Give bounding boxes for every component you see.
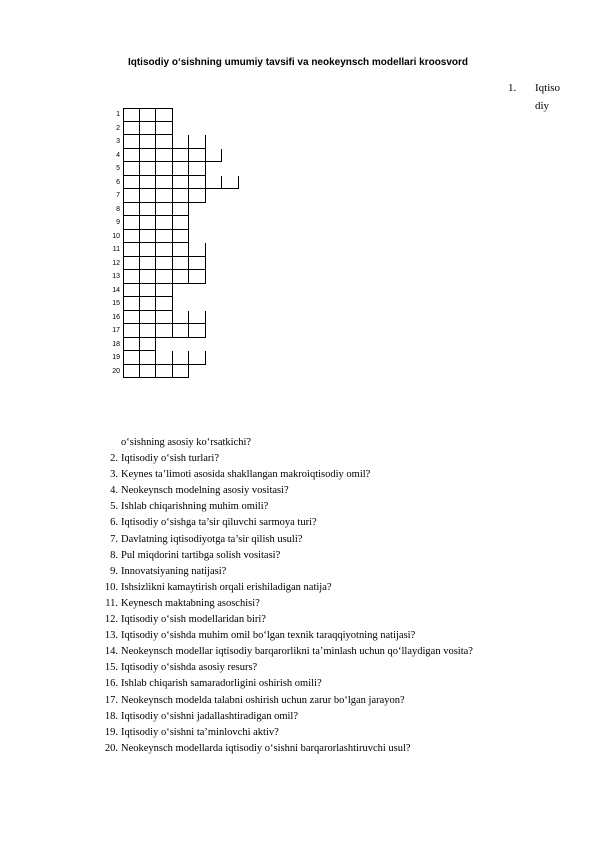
crossword-cell[interactable] (156, 149, 173, 163)
crossword-cell[interactable] (156, 351, 173, 365)
clue-number: 12. (104, 614, 118, 626)
clue-number: 19. (104, 726, 118, 738)
clue-item (102, 612, 562, 628)
crossword-cell[interactable] (173, 311, 190, 325)
crossword-cell[interactable] (140, 176, 157, 190)
clue-text: Neokeynsch modelning asosiy vositasi? (121, 485, 289, 497)
crossword-row-12 (106, 257, 206, 271)
crossword-cell[interactable] (156, 230, 173, 244)
crossword-row-9 (106, 216, 189, 230)
crossword-cell[interactable] (189, 176, 206, 190)
crossword-cell[interactable] (156, 162, 173, 176)
crossword-cell[interactable] (123, 257, 140, 271)
crossword-cell[interactable] (123, 216, 140, 230)
clue-text: Iqtisodiy o‘sish turlari? (121, 453, 219, 465)
crossword-cell[interactable] (140, 230, 157, 244)
crossword-cell[interactable] (189, 243, 206, 257)
crossword-cell[interactable] (140, 189, 157, 203)
crossword-cell[interactable] (140, 203, 157, 217)
crossword-cell[interactable] (123, 135, 140, 149)
crossword-cell[interactable] (123, 297, 140, 311)
clue-number: 18. (104, 710, 118, 722)
clue-number: 8. (110, 549, 118, 561)
clue-text: Iqtisodiy o‘sish modellaridan biri? (121, 614, 266, 626)
crossword-row-1 (106, 108, 173, 122)
crossword-row-8 (106, 203, 189, 217)
crossword-cell[interactable] (140, 149, 157, 163)
clue-number: 14. (104, 646, 118, 658)
clue-number: 10. (104, 581, 118, 593)
crossword-cell[interactable] (156, 108, 173, 122)
clue-item (102, 580, 562, 596)
crossword-row-number: 8 (116, 205, 120, 213)
crossword-row-number: 16 (112, 313, 120, 321)
clue-number: 2. (110, 453, 118, 465)
crossword-cell[interactable] (173, 351, 190, 365)
clue-text: Ishlab chiqarishning muhim omili? (121, 501, 269, 513)
crossword-cell[interactable] (173, 243, 190, 257)
crossword-cell[interactable] (173, 270, 190, 284)
crossword-cell[interactable] (156, 257, 173, 271)
crossword-cell[interactable] (206, 176, 223, 190)
crossword-cell[interactable] (156, 135, 173, 149)
clue-number: 9. (110, 565, 118, 577)
crossword-row-10 (106, 230, 189, 244)
crossword-cell[interactable] (173, 203, 190, 217)
crossword-cell[interactable] (140, 311, 157, 325)
clue-item (102, 532, 562, 548)
clue-item (102, 693, 562, 709)
crossword-row-number: 19 (112, 354, 120, 361)
crossword-cell[interactable] (173, 162, 190, 176)
clue-item (102, 451, 562, 467)
crossword-cell[interactable] (189, 149, 206, 163)
clue-text: Iqtisodiy o‘sishni jadallashtiradigan omil? (121, 710, 299, 722)
clue-item (102, 515, 562, 531)
crossword-cell[interactable] (156, 297, 173, 311)
clue-text: Keynes ta’limoti asosida shakllangan makroiqtisodiy omil? (121, 469, 371, 481)
crossword-row-number: 1 (116, 111, 120, 118)
clue-number: 11. (105, 597, 118, 609)
crossword-row-number: 9 (116, 219, 120, 226)
crossword-row-number: 17 (112, 327, 120, 334)
clue-item (102, 548, 562, 564)
crossword-row-4 (106, 149, 222, 163)
clue-text: Iqtisodiy o‘sishda asosiy resurs? (121, 662, 258, 674)
clue-number: 4. (110, 485, 118, 497)
crossword-cell[interactable] (140, 324, 157, 338)
crossword-cell[interactable] (123, 108, 140, 122)
crossword-cell[interactable] (173, 365, 190, 379)
clue-text: Davlatning iqtisodiyotga ta’sir qilish usuli? (121, 533, 303, 545)
clue-text: Iqtisodiy o‘sishga ta’sir qiluvchi sarmoya turi? (121, 517, 317, 529)
crossword-cell[interactable] (173, 324, 190, 338)
clue-text: Ishlab chiqarish samaradorligini oshirish omili? (121, 678, 322, 690)
crossword-row-13 (106, 270, 206, 284)
clue-text: Keynesch maktabning asoschisi? (121, 597, 260, 609)
clue-item (102, 725, 562, 741)
clue-number: 5. (110, 501, 118, 513)
clue-number: 13. (104, 630, 118, 642)
crossword-cell[interactable] (156, 324, 173, 338)
crossword-row-3 (106, 135, 206, 149)
crossword-cell[interactable] (123, 162, 140, 176)
clue-text: Ishsizlikni kamaytirish orqali erishiladigan natija? (121, 581, 332, 593)
crossword-cell[interactable] (123, 122, 140, 136)
crossword-cell[interactable] (123, 149, 140, 163)
crossword-grid (106, 108, 246, 380)
clue-text: Iqtisodiy o‘sishni ta’minlovchi aktiv? (121, 726, 279, 738)
clue-text: Neokeynsch modelda talabni oshirish uchun zarur bo‘lgan jarayon? (121, 694, 405, 706)
clue-1-text-cont: o‘sishning asosiy ko‘rsatkichi? (121, 437, 252, 448)
clue-text: Neokeynsch modellar iqtisodiy barqarorlikni ta’minlash uchun qo‘llaydigan vosita? (121, 646, 473, 658)
crossword-cell[interactable] (156, 284, 173, 298)
crossword-row-14 (106, 284, 173, 298)
crossword-cell[interactable] (173, 257, 190, 271)
crossword-cell[interactable] (140, 351, 157, 365)
crossword-row-5 (106, 162, 206, 176)
crossword-cell[interactable] (189, 270, 206, 284)
crossword-row-number: 3 (116, 138, 120, 145)
crossword-row-17 (106, 324, 206, 338)
crossword-cell[interactable] (156, 311, 173, 325)
crossword-cell[interactable] (156, 122, 173, 136)
crossword-cell[interactable] (140, 257, 157, 271)
crossword-cell[interactable] (173, 135, 190, 149)
crossword-cell[interactable] (140, 297, 157, 311)
crossword-row-20 (106, 365, 189, 379)
crossword-row-16 (106, 311, 206, 325)
crossword-cell[interactable] (156, 176, 173, 190)
crossword-cell[interactable] (140, 108, 157, 122)
crossword-cell[interactable] (123, 311, 140, 325)
document-title: Iqtisodiy o‘sishning umumiy tavsifi va neokeynsch modellari kroosvord (127, 57, 469, 68)
crossword-cell[interactable] (156, 203, 173, 217)
crossword-row-number: 13 (112, 273, 120, 280)
crossword-cell[interactable] (123, 338, 140, 352)
crossword-row-number: 20 (112, 367, 120, 375)
crossword-cell[interactable] (140, 338, 157, 352)
crossword-cell[interactable] (189, 311, 206, 325)
clue-item (102, 596, 562, 612)
crossword-cell[interactable] (173, 176, 190, 190)
clue-1-text-start: Iqtisodiy (535, 82, 561, 112)
crossword-cell[interactable] (123, 324, 140, 338)
crossword-cell[interactable] (189, 324, 206, 338)
crossword-cell[interactable] (140, 243, 157, 257)
crossword-cell[interactable] (189, 189, 206, 203)
crossword-cell[interactable] (123, 189, 140, 203)
crossword-cell[interactable] (189, 351, 206, 365)
crossword-cell[interactable] (156, 243, 173, 257)
crossword-cell[interactable] (140, 270, 157, 284)
clue-number: 15. (104, 662, 118, 674)
crossword-row-number: 15 (112, 300, 120, 307)
clue-text: Neokeynsch modellarda iqtisodiy o‘sishni barqarorlashtiruvchi usul? (121, 742, 411, 754)
crossword-row-number: 4 (116, 151, 120, 159)
clue-1-continuation (102, 435, 562, 451)
crossword-cell[interactable] (156, 216, 173, 230)
crossword-cell[interactable] (156, 365, 173, 379)
crossword-cell[interactable] (206, 149, 223, 163)
clue-item (102, 564, 562, 580)
clue-number: 6. (110, 517, 118, 529)
clue-1-number: 1. (508, 82, 517, 94)
crossword-cell[interactable] (173, 149, 190, 163)
crossword-row-15 (106, 297, 173, 311)
crossword-cell[interactable] (123, 351, 140, 365)
clue-item (102, 467, 562, 483)
clue-item (102, 741, 562, 757)
crossword-cell[interactable] (123, 284, 140, 298)
clue-number: 20. (104, 742, 118, 754)
crossword-cell[interactable] (156, 270, 173, 284)
clue-item (102, 644, 562, 660)
crossword-cell[interactable] (123, 230, 140, 244)
clue-item (102, 483, 562, 499)
crossword-row-number: 10 (112, 232, 120, 240)
crossword-row-number: 11 (112, 246, 120, 253)
crossword-row-number: 6 (116, 178, 120, 186)
clue-number: 3. (110, 469, 118, 481)
clue-text: Iqtisodiy o‘sishda muhim omil bo‘lgan texnik taraqqiyotning natijasi? (121, 630, 416, 642)
crossword-cell[interactable] (123, 243, 140, 257)
crossword-row-number: 14 (112, 286, 120, 294)
crossword-row-18 (106, 338, 156, 352)
clue-item (102, 676, 562, 692)
crossword-cell[interactable] (189, 135, 206, 149)
crossword-cell[interactable] (173, 189, 190, 203)
crossword-row-2 (106, 122, 173, 136)
clue-number: 17. (104, 694, 118, 706)
crossword-cell[interactable] (140, 162, 157, 176)
crossword-row-19 (106, 351, 206, 365)
crossword-cell[interactable] (123, 203, 140, 217)
crossword-cell[interactable] (189, 162, 206, 176)
crossword-cell[interactable] (140, 365, 157, 379)
crossword-row-number: 5 (116, 165, 120, 172)
crossword-cell[interactable] (156, 189, 173, 203)
crossword-row-number: 18 (112, 340, 120, 348)
crossword-cell[interactable] (123, 365, 140, 379)
clue-item (102, 660, 562, 676)
clue-item (102, 709, 562, 725)
crossword-cell[interactable] (123, 270, 140, 284)
crossword-cell[interactable] (173, 216, 190, 230)
clue-number: 16. (104, 678, 118, 690)
crossword-row-6 (106, 176, 239, 190)
crossword-row-number: 2 (116, 124, 120, 132)
crossword-cell[interactable] (140, 122, 157, 136)
clue-text: Pul miqdorini tartibga solish vositasi? (121, 549, 281, 561)
crossword-cell[interactable] (140, 135, 157, 149)
clue-text: Innovatsiyaning natijasi? (121, 565, 227, 577)
clue-number: 7. (110, 533, 118, 545)
crossword-cell[interactable] (123, 176, 140, 190)
crossword-cell[interactable] (173, 230, 190, 244)
crossword-row-number: 12 (112, 259, 120, 267)
clue-item (102, 499, 562, 515)
crossword-row-7 (106, 189, 206, 203)
crossword-cell[interactable] (140, 216, 157, 230)
crossword-cell[interactable] (140, 284, 157, 298)
crossword-row-number: 7 (116, 192, 120, 199)
clue-list (102, 435, 562, 757)
crossword-row-11 (106, 243, 206, 257)
clue-item (102, 628, 562, 644)
crossword-cell[interactable] (189, 257, 206, 271)
crossword-cell[interactable] (222, 176, 239, 190)
